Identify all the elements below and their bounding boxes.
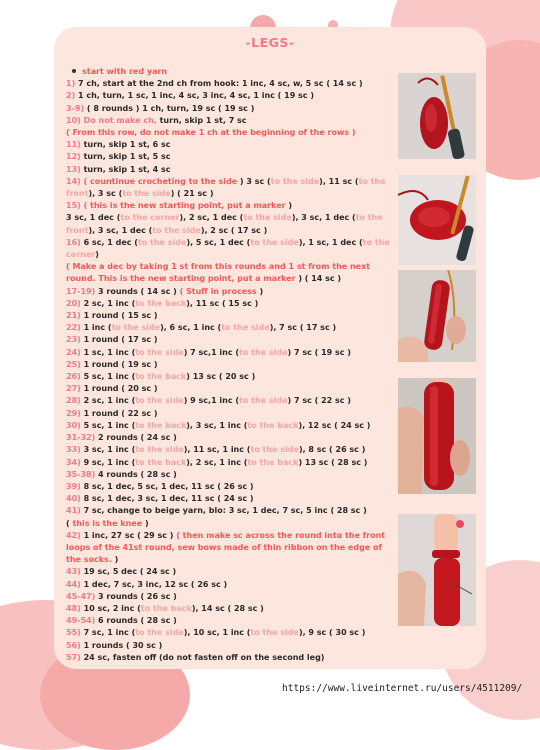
row-text: ) (288, 201, 292, 211)
row-text: ) 3 sc ( (239, 176, 271, 186)
row-number: 57) (66, 652, 84, 662)
pattern-line (66, 505, 396, 517)
row-text: 1 round ( 17 sc ) (83, 335, 158, 345)
row-number: 15) (66, 201, 84, 211)
row-number: 13) (66, 164, 84, 174)
row-number: 21) (66, 311, 84, 321)
row-number: 25) (66, 359, 84, 369)
row-number: 42) (66, 530, 84, 540)
row-text: 3 rounds ( 26 sc ) (98, 591, 177, 601)
row-text: ), 11 sc ( (319, 176, 359, 186)
row-number: 1) (66, 79, 79, 89)
direction-hint: to the side (250, 237, 299, 247)
direction-hint: to the back (135, 372, 187, 382)
row-number: 26) (66, 372, 84, 382)
direction-hint: to the side (239, 396, 288, 406)
row-text: 7 ch, start at the 2nd ch from hook: 1 inc, 4 sc, w, 5 sc ( 14 sc ) (78, 79, 363, 89)
photo-foot-shaping (398, 270, 476, 362)
photo-leg-tube (398, 378, 476, 494)
row-text: 3 sc, 1 dec ( (66, 213, 121, 223)
pattern-line (66, 469, 396, 481)
pattern-line (66, 457, 396, 469)
bullet-icon (72, 69, 76, 73)
row-number: 43) (66, 567, 84, 577)
source-url: https://www.liveinternet.ru/users/4511209/ (282, 683, 523, 694)
direction-hint: to the side (152, 225, 201, 235)
pattern-line (66, 408, 396, 420)
row-text: 7 sc, 1 inc ( (83, 628, 136, 638)
pattern-line (66, 347, 396, 359)
row-text: ) (114, 555, 119, 565)
direction-hint: to the corner (66, 237, 390, 260)
row-text: ) 13 sc ( 20 sc ) (186, 372, 256, 382)
row-text: 2 rounds ( 24 sc ) (98, 433, 177, 443)
pattern-line (66, 444, 396, 456)
row-number: 28) (66, 396, 84, 406)
photo-sole-sides (398, 175, 476, 265)
pattern-line (66, 90, 396, 102)
direction-hint: to the side (243, 213, 292, 223)
row-text: ) 7 sc ( 19 sc ) (287, 347, 351, 357)
row-number: 34) (66, 457, 84, 467)
pattern-line (66, 420, 396, 432)
pattern-line (66, 591, 396, 603)
pattern-line (66, 176, 396, 200)
row-text: ), 11 sc, 1 inc ( (183, 445, 251, 455)
pattern-line (66, 603, 396, 615)
pattern-line (66, 237, 396, 261)
note-highlight: ( Stuff in process (179, 286, 260, 296)
direction-hint: to the side (135, 628, 184, 638)
row-text: 2 sc, 1 inc ( (83, 298, 136, 308)
row-text: ), 8 sc ( 26 sc ) (298, 445, 366, 455)
row-text: ), 12 sc ( 24 sc ) (298, 420, 371, 430)
pattern-line (66, 322, 396, 334)
row-text: ), 14 sc ( 28 sc ) (191, 603, 264, 613)
row-text: 6 rounds ( 28 sc ) (98, 616, 177, 626)
row-number: 17-19) (66, 286, 99, 296)
pattern-line (66, 164, 396, 176)
direction-hint: to the back (140, 603, 192, 613)
row-number: 41) (66, 506, 84, 516)
row-number: 45-47) (66, 591, 99, 601)
direction-hint: to the back (247, 457, 299, 467)
pattern-line (66, 139, 396, 151)
row-number: 16) (66, 237, 84, 247)
row-text: 3 sc, 1 inc ( (83, 445, 136, 455)
row-text: 1 inc, 27 sc ( 29 sc ) (83, 530, 177, 540)
row-text: turn, skip 1 st, 5 sc (83, 152, 171, 162)
row-number: 48) (66, 603, 84, 613)
note-highlight: ( Make a dec by taking 1 st from this rounds and 1 st from the next round. This is the new starting point, put a marker (66, 262, 371, 284)
row-text: ), 9 sc ( 30 sc ) (298, 628, 366, 638)
direction-hint: to the side (239, 347, 288, 357)
row-text: 9 sc, 1 inc ( (83, 457, 136, 467)
row-text: ), 3 sc, 1 inc ( (186, 420, 248, 430)
pattern-line (66, 579, 396, 591)
pattern-line (66, 127, 396, 139)
pattern-line (66, 66, 396, 78)
row-text: 8 sc, 1 dec, 3 sc, 1 dec, 11 sc ( 24 sc ) (83, 494, 254, 504)
row-text: 1 round ( 22 sc ) (83, 408, 158, 418)
row-text: ), 10 sc, 1 inc ( (183, 628, 251, 638)
pattern-line (66, 615, 396, 627)
pattern-line (66, 298, 396, 310)
row-text: 7 sc, change to beige yarn, blo: 3 sc, 1 dec, 7 sc, 5 inc ( 28 sc ) (83, 506, 367, 516)
direction-hint: to the back (135, 298, 187, 308)
row-text: ) 9 sc,1 inc ( (183, 396, 240, 406)
direction-hint: to the side (221, 323, 270, 333)
row-text: ) (95, 250, 99, 260)
direction-hint: to the side (250, 445, 299, 455)
pattern-line (66, 115, 396, 127)
row-text: ), 3 sc, 1 dec ( (291, 213, 356, 223)
photo-knee-sock (398, 514, 476, 626)
row-text: ) 13 sc ( 28 sc ) (298, 457, 368, 467)
direction-hint: to the back (247, 420, 299, 430)
row-text: 1 inc ( (83, 323, 112, 333)
row-text: ) 7 sc ( 22 sc ) (287, 396, 351, 406)
row-text: 2 sc, 1 inc ( (83, 396, 136, 406)
pattern-line (66, 310, 396, 322)
row-text: turn, skip 1 st, 4 sc (83, 164, 171, 174)
note-highlight: ( this is the new starting point, put a marker (83, 201, 289, 211)
row-number: 31-32) (66, 433, 99, 443)
row-text: 6 sc, 1 dec ( (83, 237, 138, 247)
row-text: 1 rounds ( 30 sc ) (83, 640, 163, 650)
note-highlight: start with red yarn (82, 67, 168, 76)
pattern-line (66, 383, 396, 395)
row-text: ), 3 sc ( (88, 189, 123, 199)
pattern-instructions (66, 66, 396, 664)
row-text: ) (144, 518, 149, 528)
row-number: 55) (66, 628, 84, 638)
row-number: 44) (66, 579, 84, 589)
pattern-line (66, 530, 396, 567)
row-text: ), 5 sc, 1 dec ( (186, 237, 251, 247)
direction-hint: to the side (135, 445, 184, 455)
direction-hint: to the front (66, 176, 386, 199)
pattern-line (66, 151, 396, 163)
row-text: ) (259, 286, 264, 296)
row-number: 20) (66, 298, 84, 308)
note-highlight: ( countinue crocheting to the side (83, 176, 240, 186)
row-text: ( (66, 518, 73, 528)
row-number: 35-38) (66, 469, 99, 479)
row-text: 1 round ( 15 sc ) (83, 311, 158, 321)
direction-hint: to the corner (120, 213, 180, 223)
row-text: 10 sc, 2 inc ( (83, 603, 141, 613)
pattern-line (66, 518, 396, 530)
note-highlight: ( From this row, do not make 1 ch at the beginning of the rows ) (66, 128, 356, 138)
row-text: 5 sc, 1 inc ( (83, 372, 136, 382)
row-text: 8 sc, 1 dec, 5 sc, 1 dec, 11 sc ( 26 sc ) (83, 481, 254, 491)
row-number: 3-9) (66, 103, 87, 113)
row-number: 14) (66, 176, 84, 186)
note-highlight: ( then make sc across the round into the front loops of the 41st round, sew bows made of thin ribbon on the edge of the socks. (66, 530, 386, 565)
pattern-line (66, 359, 396, 371)
page-title: -LEGS- (245, 35, 295, 50)
pattern-line (66, 78, 396, 90)
pattern-line (66, 652, 396, 664)
pattern-line (66, 200, 396, 212)
row-text: ), 2 sc, 1 inc ( (186, 457, 248, 467)
row-number: 11) (66, 140, 84, 150)
row-number: 30) (66, 420, 84, 430)
direction-hint: to the side (135, 347, 184, 357)
pattern-line (66, 566, 396, 578)
pattern-line (66, 640, 396, 652)
row-text: ), 1 sc, 1 dec ( (298, 237, 363, 247)
pattern-line (66, 481, 396, 493)
row-number: 56) (66, 640, 84, 650)
pattern-line (66, 212, 396, 236)
row-number: 39) (66, 481, 84, 491)
pattern-line (66, 103, 396, 115)
row-number: 12) (66, 152, 84, 162)
direction-hint: to the side (137, 237, 187, 247)
row-text: 1 dec, 7 sc, 3 inc, 12 sc ( 26 sc ) (83, 579, 228, 589)
row-text: ), 3 sc, 1 dec ( (88, 225, 153, 235)
row-number: 22) (66, 323, 84, 333)
row-text: 1 sc, 1 inc ( (83, 347, 136, 357)
row-number: 29) (66, 408, 84, 418)
direction-hint: to the side (111, 323, 161, 333)
row-text: 3 rounds ( 14 sc ) (98, 286, 180, 296)
row-number: 49-54) (66, 616, 99, 626)
row-number: 2) (66, 91, 79, 101)
row-number: 33) (66, 445, 84, 455)
pattern-line (66, 432, 396, 444)
direction-hint: to the front (66, 213, 383, 235)
row-text: 4 rounds ( 28 sc ) (98, 469, 177, 479)
row-text: ) 7 sc,1 inc ( (183, 347, 240, 357)
direction-hint: to the side (122, 189, 171, 199)
row-text: 1 ch, turn, 1 sc, 1 inc, 4 sc, 3 inc, 4 sc, 1 inc ( 19 sc ) (78, 91, 314, 101)
row-number: 23) (66, 335, 84, 345)
pattern-line (66, 286, 396, 298)
photo-sole-start (398, 73, 476, 159)
row-text: ), 6 sc, 1 inc ( (160, 323, 222, 333)
row-text: ), 11 sc ( 15 sc ) (186, 298, 259, 308)
row-text: ), 2 sc ( 17 sc ) (200, 225, 268, 235)
row-number: 27) (66, 384, 84, 394)
row-text: 1 round ( 19 sc ) (83, 359, 158, 369)
pattern-line (66, 371, 396, 383)
row-text: ), 7 sc ( 17 sc ) (269, 323, 337, 333)
row-text: ), 2 sc, 1 dec ( (179, 213, 244, 223)
row-number: 10) Do not make ch, (66, 115, 160, 125)
direction-hint: to the back (135, 420, 187, 430)
direction-hint: to the side (270, 176, 320, 186)
row-text: 19 sc, 5 dec ( 24 sc ) (83, 567, 177, 577)
row-text: ) ( 21 sc ) (170, 189, 214, 199)
direction-hint: to the side (250, 628, 299, 638)
pattern-line (66, 334, 396, 346)
note-highlight: this is the knee (72, 518, 145, 528)
pattern-line (66, 395, 396, 407)
row-text: turn, skip 1 st, 6 sc (83, 140, 171, 150)
row-text: ( 8 rounds ) 1 ch, turn, 19 sc ( 19 sc ) (86, 103, 255, 113)
pattern-line (66, 261, 396, 285)
direction-hint: to the side (135, 396, 184, 406)
row-number: 24) (66, 347, 84, 357)
direction-hint: to the back (135, 457, 187, 467)
row-text: 5 sc, 1 inc ( (83, 420, 136, 430)
row-text: turn, skip 1 st, 7 sc (159, 115, 247, 125)
pattern-line (66, 627, 396, 639)
pattern-line (66, 493, 396, 505)
row-text: 1 round ( 20 sc ) (83, 384, 158, 394)
row-text: 24 sc, fasten off (do not fasten off on the second leg) (83, 652, 325, 662)
row-text: ) ( 14 sc ) (298, 274, 342, 284)
row-number: 40) (66, 494, 84, 504)
